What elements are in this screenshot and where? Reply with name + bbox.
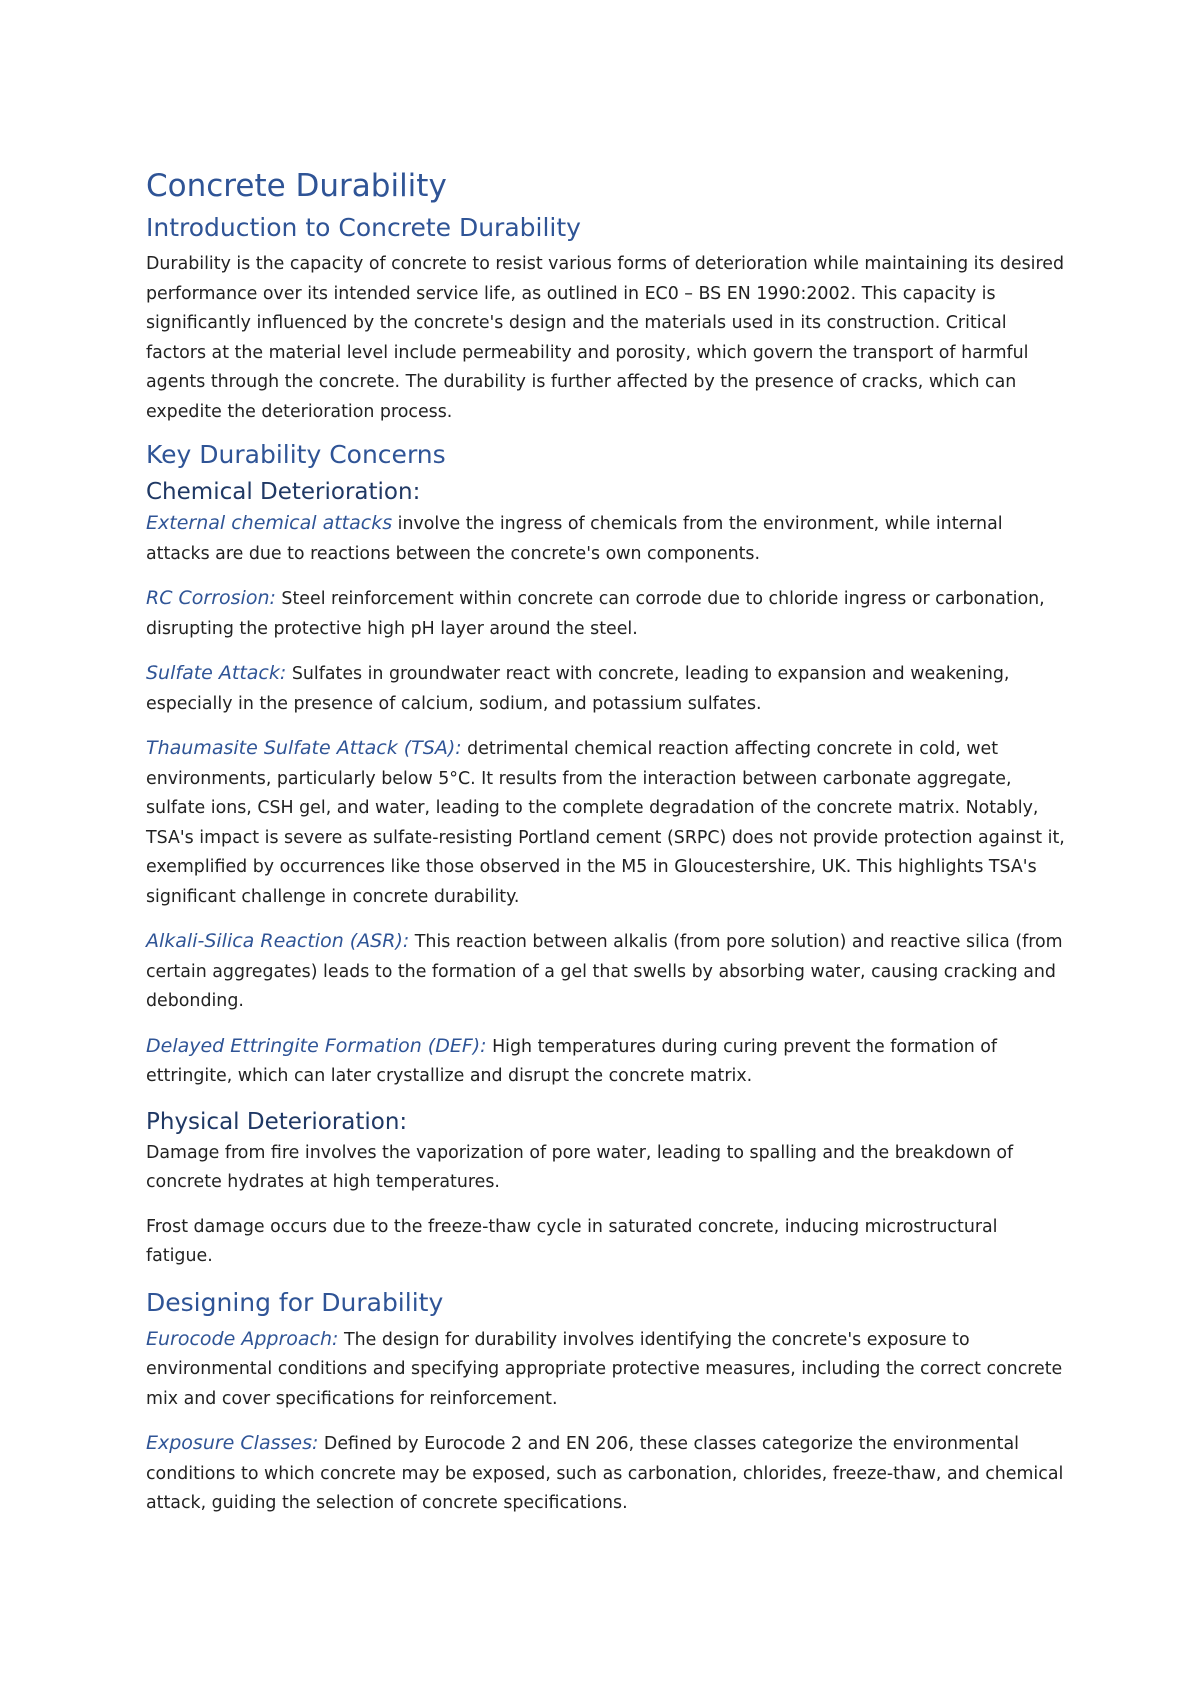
chemical-item-asr — [146, 927, 1066, 1017]
chemical-item-text: detrimental chemical reaction affecting concrete in cold, wet environments, particularly below 5°C. It results from the interaction between carbonate aggregate, sulfate ions, CSH gel, and water, leading to the complete degradation of the concrete matrix. Notably, TSA's impact is severe as sulfate-resisting Portland cement (SRPC) does not provide protection against it, exemplified by occurrences like those observed in the M5 in Gloucestershire, UK. This highlights TSA's significant challenge in concrete durability. — [146, 739, 1065, 907]
document-page — [146, 166, 1066, 1534]
chemical-item-lead: Alkali-Silica Reaction (ASR): — [146, 930, 410, 952]
document-title: Concrete Durability — [146, 168, 447, 204]
chemical-item-text: High temperatures during curing prevent the formation of ettringite, which can later crystallize and disrupt the concrete matrix. — [146, 1036, 998, 1086]
chemical-heading: Chemical Deterioration: — [146, 479, 421, 505]
chemical-item-lead: Delayed Ettringite Formation (DEF): — [146, 1034, 487, 1057]
chemical-item-rc-corrosion — [146, 584, 1066, 644]
design-heading: Designing for Durability — [146, 1287, 444, 1317]
chemical-item-lead: RC Corrosion: — [146, 587, 276, 609]
chemical-item-tsa — [146, 734, 1066, 912]
intro-paragraph: Durability is the capacity of concrete to resist various forms of deterioration while maintaining its desired performance over its intended service life, as outlined in EC0 – BS EN 1990:2002. This capacity is significantly influenced by the concrete's design and the materials used in its construction. Critical factors at the material level include permeability and porosity, which govern the transport of harmful agents through the concrete. The durability is further affected by the presence of cracks, which can expedite the deterioration process. — [146, 254, 1065, 422]
design-item-text: The design for durability involves identifying the concrete's exposure to environmental conditions and specifying appropriate protective measures, including the correct concrete mix and cover specifications for reinforcement. — [146, 1329, 1063, 1409]
design-item-eurocode — [146, 1325, 1066, 1415]
design-item-text: Defined by Eurocode 2 and EN 206, these classes categorize the environmental conditions to which concrete may be exposed, such as carbonation, chlorides, freeze-thaw, and chemical attack, guiding the selection of concrete specifications. — [146, 1434, 1064, 1513]
chemical-item-lead: Sulfate Attack: — [146, 662, 287, 684]
design-item-lead: Eurocode Approach: — [146, 1327, 339, 1350]
chemical-item-def — [146, 1032, 1066, 1092]
chemical-item-text: This reaction between alkalis (from pore solution) and reactive silica (from certain aggregates) leads to the formation of a gel that swells by absorbing water, causing cracking and debonding. — [146, 932, 1063, 1011]
chemical-item-text: Steel reinforcement within concrete can corrode due to chloride ingress or carbonation, disrupting the protective high pH layer around the steel. — [146, 589, 1045, 639]
design-item-lead: Exposure Classes: — [146, 1432, 319, 1454]
design-item-exposure — [146, 1429, 1066, 1519]
chemical-item-external — [146, 509, 1066, 569]
physical-paragraph-fire: Damage from fire involves the vaporization of pore water, leading to spalling and the breakdown of concrete hydrates at high temperatures. — [146, 1142, 1014, 1192]
physical-heading: Physical Deterioration: — [146, 1108, 408, 1135]
chemical-item-lead: External chemical attacks — [146, 512, 393, 534]
concerns-heading: Key Durability Concerns — [146, 440, 446, 469]
intro-heading: Introduction to Concrete Durability — [146, 213, 581, 242]
chemical-item-text: involve the ingress of chemicals from the environment, while internal attacks are due to reactions between the concrete's own components. — [146, 514, 1003, 564]
chemical-item-sulfate-attack — [146, 659, 1066, 719]
physical-paragraph-frost: Frost damage occurs due to the freeze-thaw cycle in saturated concrete, inducing microstructural fatigue. — [146, 1216, 998, 1266]
chemical-item-lead: Thaumasite Sulfate Attack (TSA): — [146, 737, 462, 759]
chemical-item-text: Sulfates in groundwater react with concrete, leading to expansion and weakening, especially in the presence of calcium, sodium, and potassium sulfates. — [146, 664, 1010, 714]
